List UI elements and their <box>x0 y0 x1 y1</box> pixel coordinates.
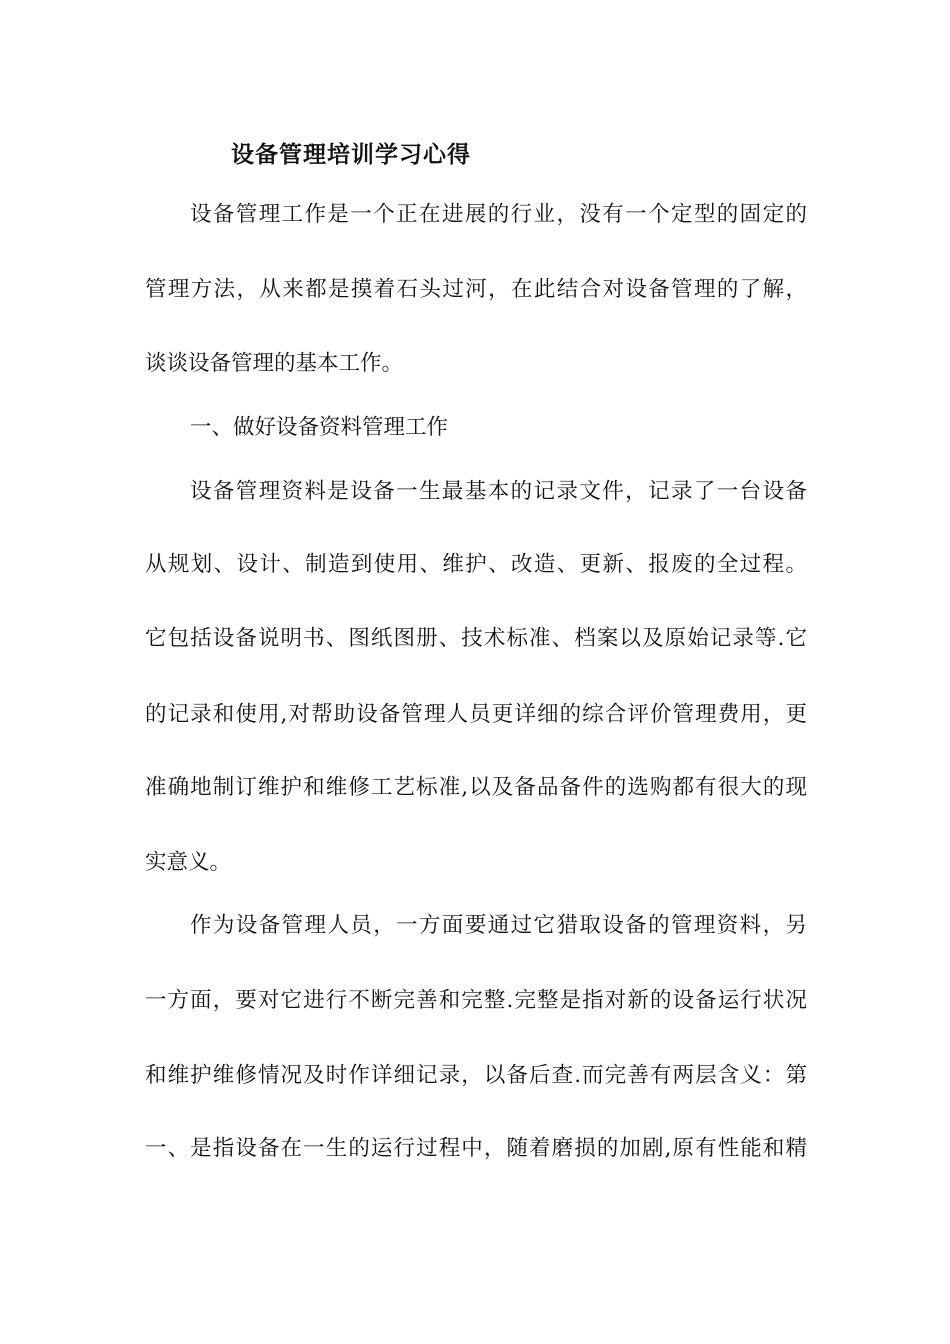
paragraph-line: 作为设备管理人员，一方面要通过它猎取设备的管理资料，另 <box>190 913 807 938</box>
paragraph-line: 设备管理工作是一个正在进展的行业，没有一个定型的固定的 <box>190 202 807 227</box>
paragraph-line: 一、是指设备在一生的运行过程中，随着磨损的加剧,原有性能和精 <box>145 1136 807 1161</box>
paragraph-line: 实意义。 <box>145 850 232 875</box>
paragraph-line: 谈谈设备管理的基本工作。 <box>145 351 404 376</box>
paragraph-line: 从规划、设计、制造到使用、维护、改造、更新、报废的全过程。 <box>145 552 807 577</box>
paragraph-line: 管理方法，从来都是摸着石头过河，在此结合对设备管理的了解， <box>145 277 807 302</box>
paragraph-line: 它包括设备说明书、图纸图册、技术标准、档案以及原始记录等.它 <box>145 626 807 651</box>
document-title: 设备管理培训学习心得 <box>231 141 471 168</box>
paragraph-line: 的记录和使用,对帮助设备管理人员更详细的综合评价管理费用，更 <box>145 702 807 727</box>
paragraph-line: 一方面，要对它进行不断完善和完整.完整是指对新的设备运行状况 <box>145 988 807 1013</box>
paragraph-line: 设备管理资料是设备一生最基本的记录文件，记录了一台设备 <box>190 479 807 504</box>
paragraph-line: 和维护维修情况及时作详细记录，以备后查.而完善有两层含义：第 <box>145 1063 807 1088</box>
section-heading: 一、做好设备资料管理工作 <box>190 415 449 440</box>
paragraph-line: 准确地制订维护和维修工艺标准,以及备品备件的选购都有很大的现 <box>145 775 807 800</box>
